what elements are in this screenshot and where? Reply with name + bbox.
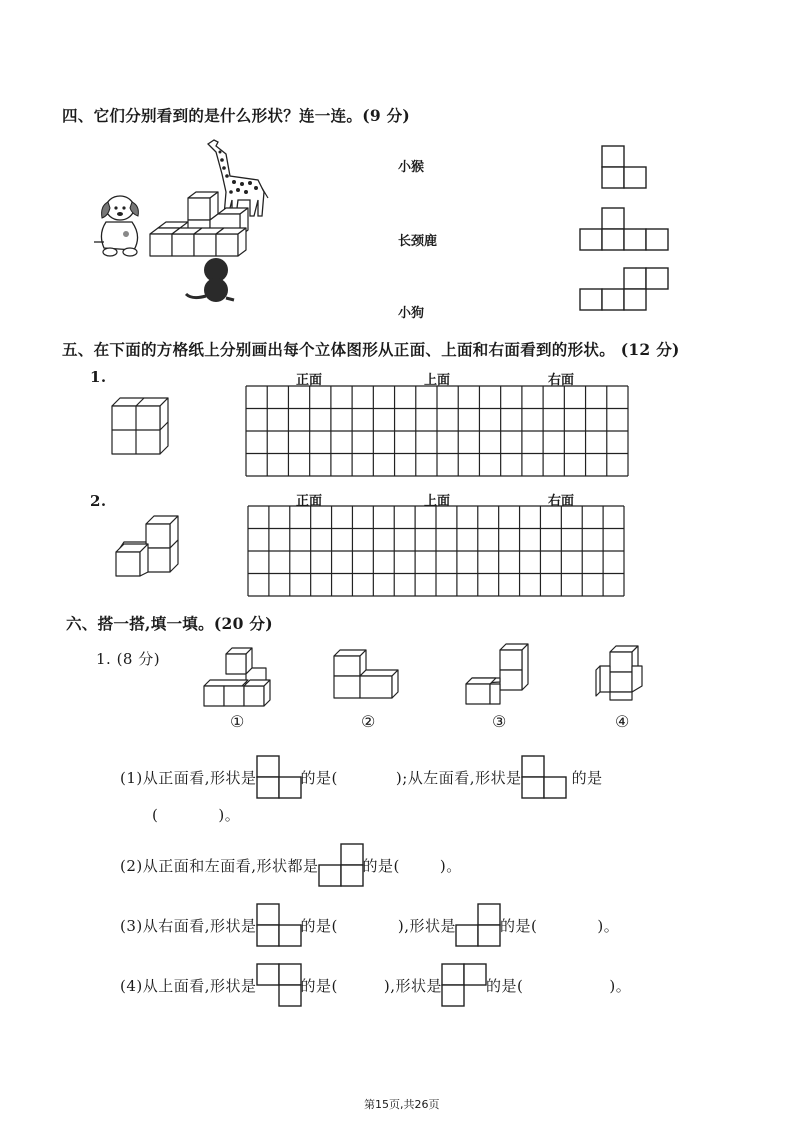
question-2-line	[120, 844, 462, 890]
q3-text-e: )。	[597, 917, 620, 935]
grid2-label-front: 正面	[296, 494, 323, 509]
shape-front-1	[257, 756, 301, 802]
drawing-grid-1[interactable]	[246, 386, 628, 476]
cube-l-figure	[116, 516, 182, 576]
view-shape-b[interactable]	[580, 208, 668, 252]
section5-title: 五、在下面的方格纸上分别画出每个立体图形从正面、上面和右面看到的形状。 (12 分)	[62, 340, 680, 359]
q4-text-a: (4)从上面看,形状是	[120, 977, 257, 995]
figure-1-cubes	[204, 646, 270, 708]
grid1-label-front: 正面	[296, 373, 323, 388]
q1-number: 1. (8 分)	[96, 650, 161, 668]
shape-right-3b	[456, 904, 500, 950]
q3-text-b: 的是(	[300, 917, 338, 935]
figure-label-1: ①	[230, 712, 245, 731]
q4-text-b: 的是(	[300, 977, 338, 995]
animal-label-dog: 小狗	[398, 306, 425, 321]
view-shape-c[interactable]	[580, 268, 668, 312]
view-shape-a[interactable]	[602, 146, 646, 190]
shape-top-4a	[257, 964, 301, 1010]
figure-3-cubes	[466, 644, 534, 706]
shape-left-1	[522, 756, 566, 802]
q1-text-c: );从左面看,形状是	[395, 769, 522, 787]
shape-right-3a	[257, 904, 301, 950]
shape-top-4b	[442, 964, 486, 1010]
figure-2-cubes	[334, 650, 402, 700]
figure-4-cubes	[596, 646, 646, 702]
item2-number: 2.	[90, 492, 107, 510]
q4-text-d: 的是(	[486, 977, 524, 995]
question-3-line	[120, 904, 619, 950]
cube-2x2-figure	[112, 398, 168, 454]
grid1-label-right: 右面	[548, 373, 575, 388]
q3-text-d: 的是(	[500, 917, 538, 935]
item1-number: 1.	[90, 368, 107, 386]
q2-text-a: (2)从正面和左面看,形状都是	[120, 857, 319, 875]
q3-text-a: (3)从右面看,形状是	[120, 917, 257, 935]
q1-text-f: )。	[218, 806, 241, 824]
grid2-label-top: 上面	[424, 494, 451, 509]
q1-text-d: 的是	[571, 769, 603, 787]
q1-text-e: (	[152, 806, 159, 824]
section4-title: 四、它们分别看到的是什么形状？连一连。(9 分)	[62, 106, 411, 125]
monkey-illustration	[182, 256, 238, 306]
question-1-line2	[152, 804, 240, 825]
page-footer: 第15页,共26页	[364, 1098, 440, 1111]
figure-label-3: ③	[492, 712, 507, 731]
q2-text-b: 的是(	[362, 857, 400, 875]
q4-text-e: )。	[609, 977, 632, 995]
figure-label-2: ②	[361, 712, 376, 731]
grid2-label-right: 右面	[548, 494, 575, 509]
q1-text-b: 的是(	[300, 769, 338, 787]
question-4-line	[120, 964, 631, 1010]
q4-text-c: ),形状是	[383, 977, 443, 995]
dog-illustration	[88, 192, 150, 258]
figure-label-4: ④	[615, 712, 630, 731]
q2-text-c: )。	[439, 857, 462, 875]
grid1-label-top: 上面	[424, 373, 451, 388]
cube-stack-figure	[150, 192, 276, 256]
animal-label-giraffe: 长颈鹿	[398, 234, 438, 249]
animal-label-monkey: 小猴	[398, 160, 425, 175]
q3-text-c: ),形状是	[397, 917, 457, 935]
shape-front-left-2	[319, 844, 363, 890]
drawing-grid-2[interactable]	[248, 506, 624, 596]
q1-text-a: (1)从正面看,形状是	[120, 769, 257, 787]
section6-title: 六、搭一搭,填一填。(20 分)	[66, 614, 273, 633]
question-1-line1	[120, 756, 603, 802]
